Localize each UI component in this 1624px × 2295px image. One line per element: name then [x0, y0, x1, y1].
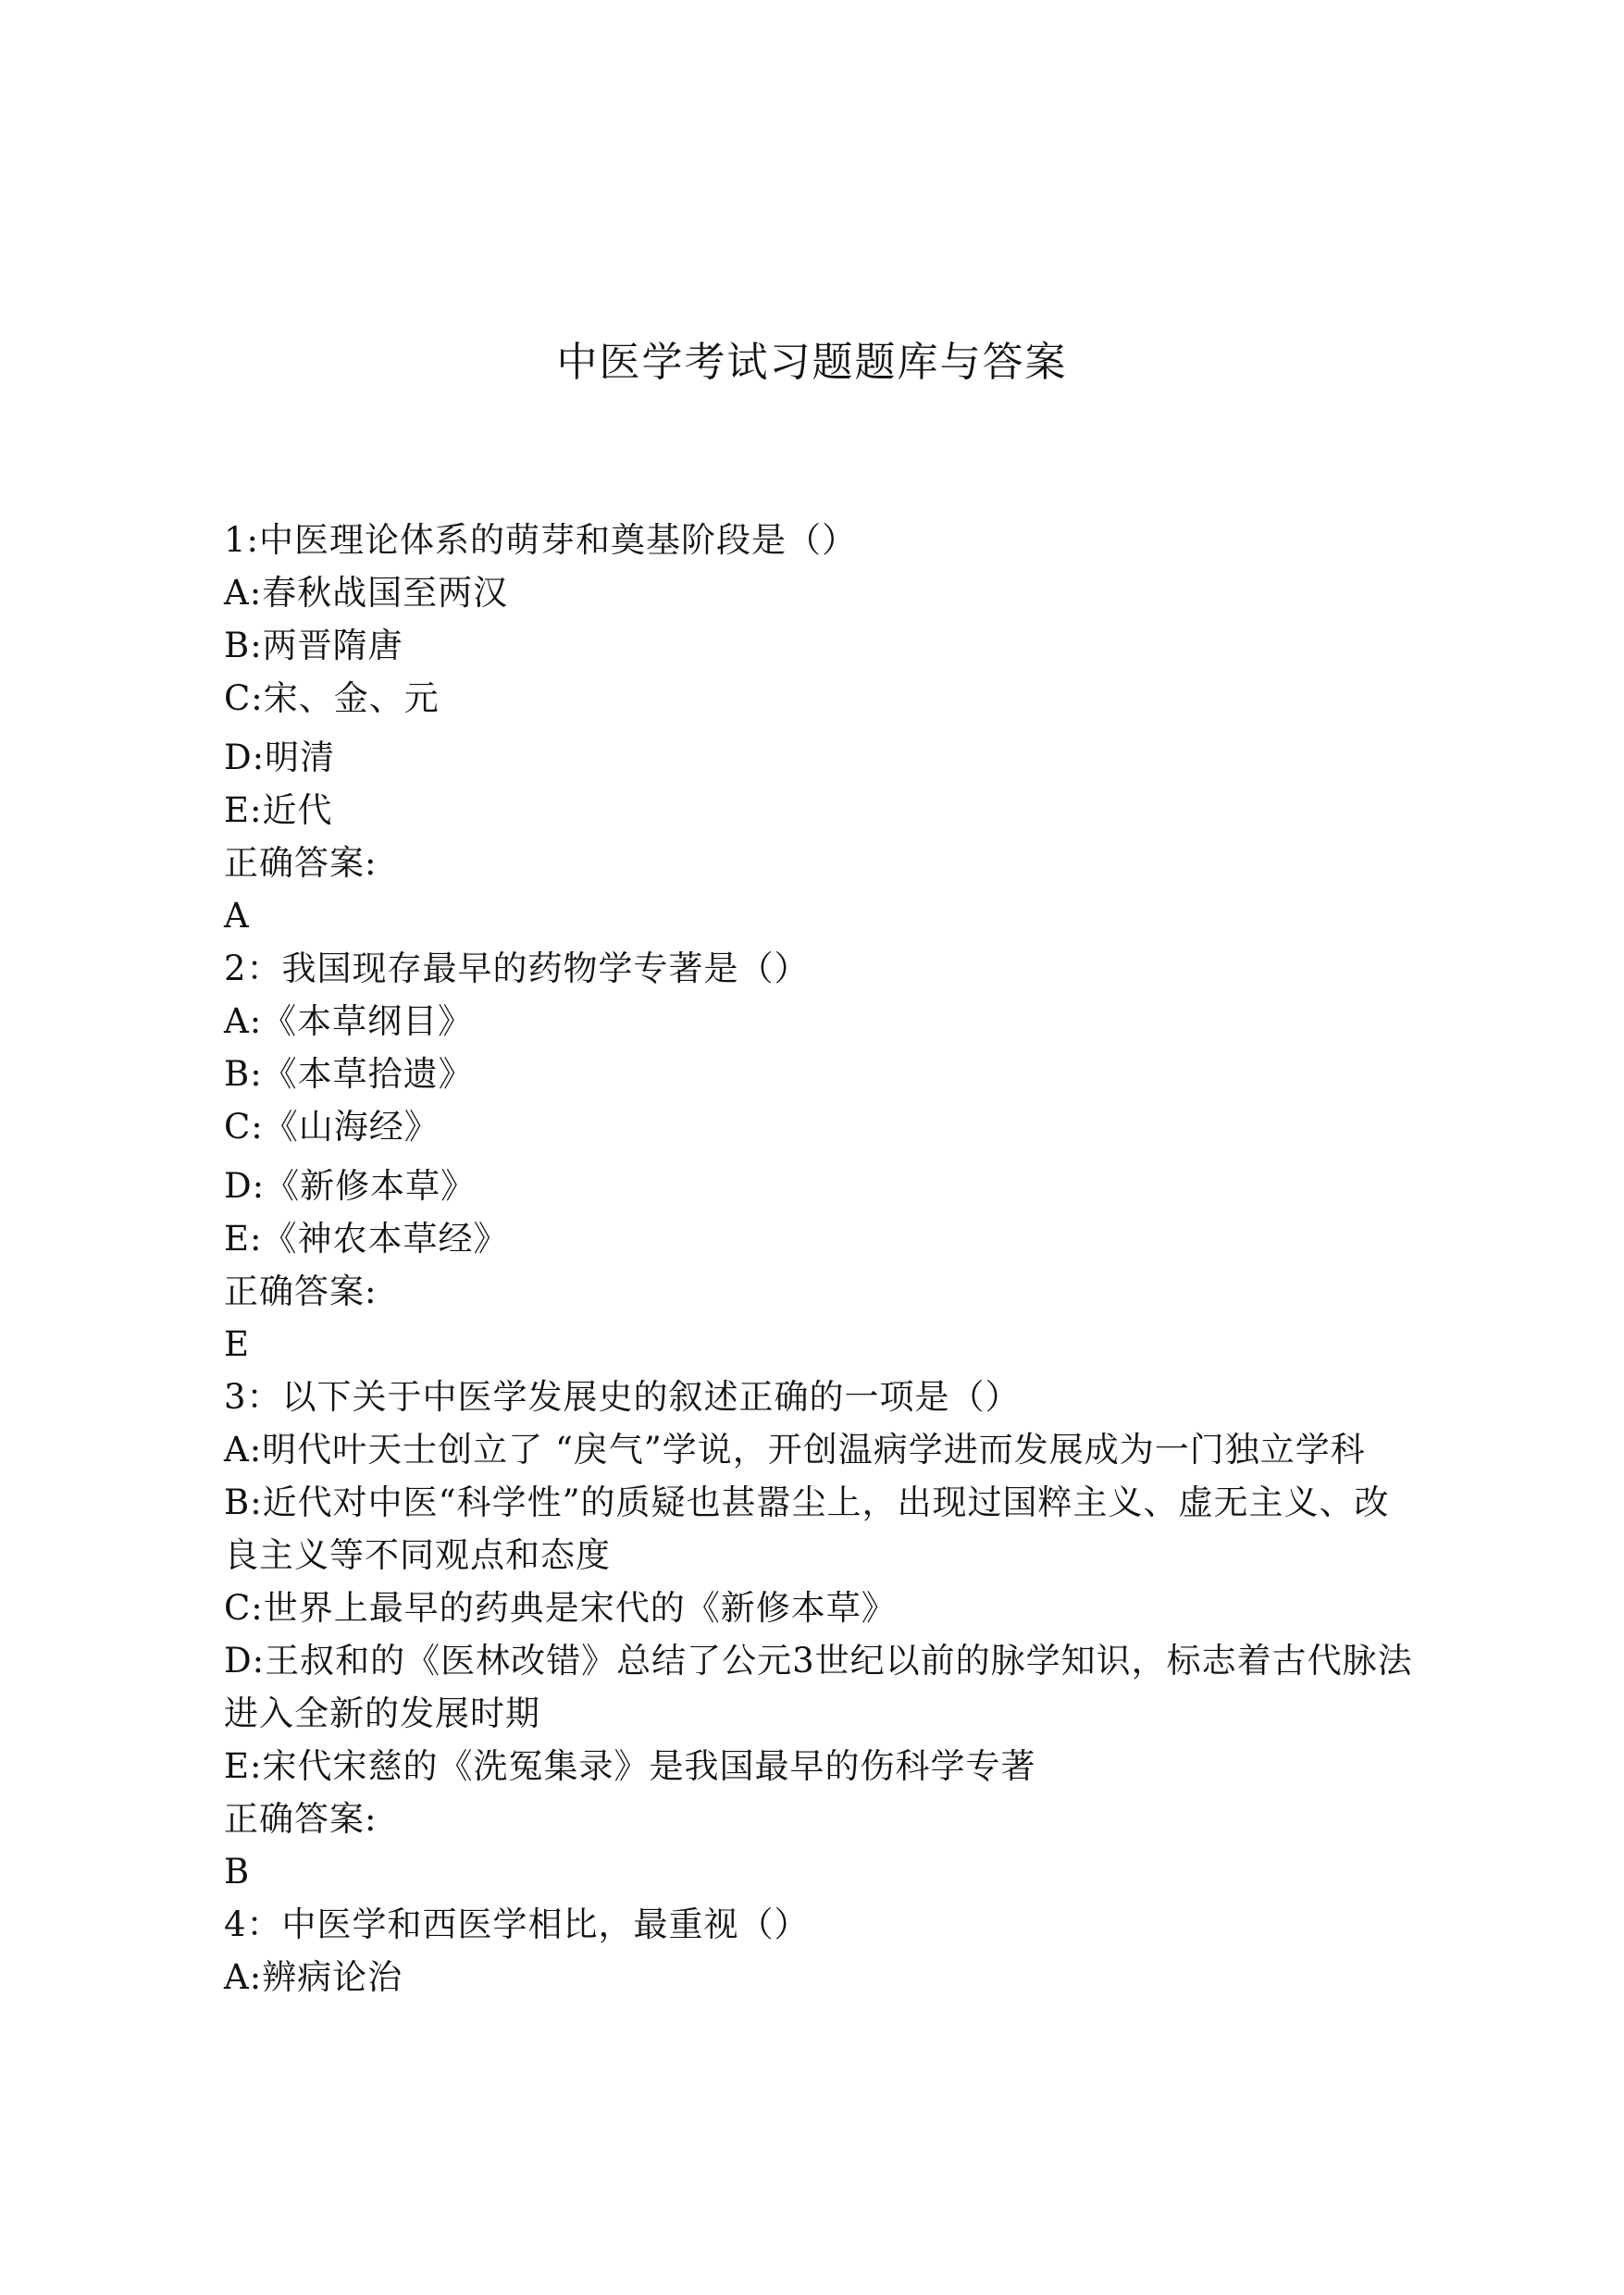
- option-a: A:春秋战国至两汉: [224, 573, 509, 613]
- option-b: B:两晋隋唐: [224, 626, 403, 665]
- question-stem: 1:中医理论体系的萌芽和奠基阶段是（）: [224, 520, 858, 560]
- option-d: D:《新修本草》: [224, 1166, 477, 1206]
- option-a: A:辨病论治: [224, 1957, 403, 1997]
- option-d: D:王叔和的《医林改错》总结了公元3世纪以前的脉学知识，标志着古代脉法进入全新的发展时期: [224, 1641, 1413, 1733]
- question-list: [224, 514, 1418, 2003]
- option-a: A:明代叶天士创立了 “戾气”学说，开创温病学进而发展成为一门独立学科: [224, 1430, 1366, 1470]
- option-e: E:宋代宋慈的《洗冤集录》是我国最早的伤科学专著: [224, 1746, 1036, 1786]
- option-d: D:明清: [224, 738, 336, 777]
- question-2: [224, 942, 1418, 1371]
- option-c: C:世界上最早的药典是宋代的《新修本草》: [224, 1588, 897, 1628]
- question-stem: 4：中医学和西医学相比，最重视（）: [224, 1904, 810, 1944]
- question-3: [224, 1371, 1418, 1898]
- option-b: B:《本草拾遗》: [224, 1054, 474, 1094]
- answer-label: 正确答案:: [224, 843, 378, 883]
- answer-value: A: [224, 896, 250, 936]
- option-a: A:《本草纲目》: [224, 1001, 474, 1041]
- option-c: C:《山海经》: [224, 1107, 440, 1147]
- answer-value: E: [224, 1324, 251, 1364]
- option-e: E:《神农本草经》: [224, 1219, 509, 1259]
- question-4: [224, 1898, 1418, 2003]
- option-b: B:近代对中医“科学性”的质疑也甚嚣尘上，出现过国粹主义、虚无主义、改良主义等不同观点和态度: [224, 1482, 1390, 1575]
- question-stem: 3：以下关于中医学发展史的叙述正确的一项是（）: [224, 1377, 1021, 1417]
- question-stem: 2：我国现存最早的药物学专著是（）: [224, 949, 810, 988]
- question-1: [224, 514, 1418, 942]
- answer-value: B: [224, 1852, 251, 1892]
- document-title: 中医学考试习题题库与答案: [556, 339, 1068, 386]
- option-c: C:宋、金、元: [224, 678, 440, 718]
- answer-label: 正确答案:: [224, 1799, 378, 1839]
- option-e: E:近代: [224, 790, 333, 830]
- answer-label: 正确答案:: [224, 1272, 378, 1311]
